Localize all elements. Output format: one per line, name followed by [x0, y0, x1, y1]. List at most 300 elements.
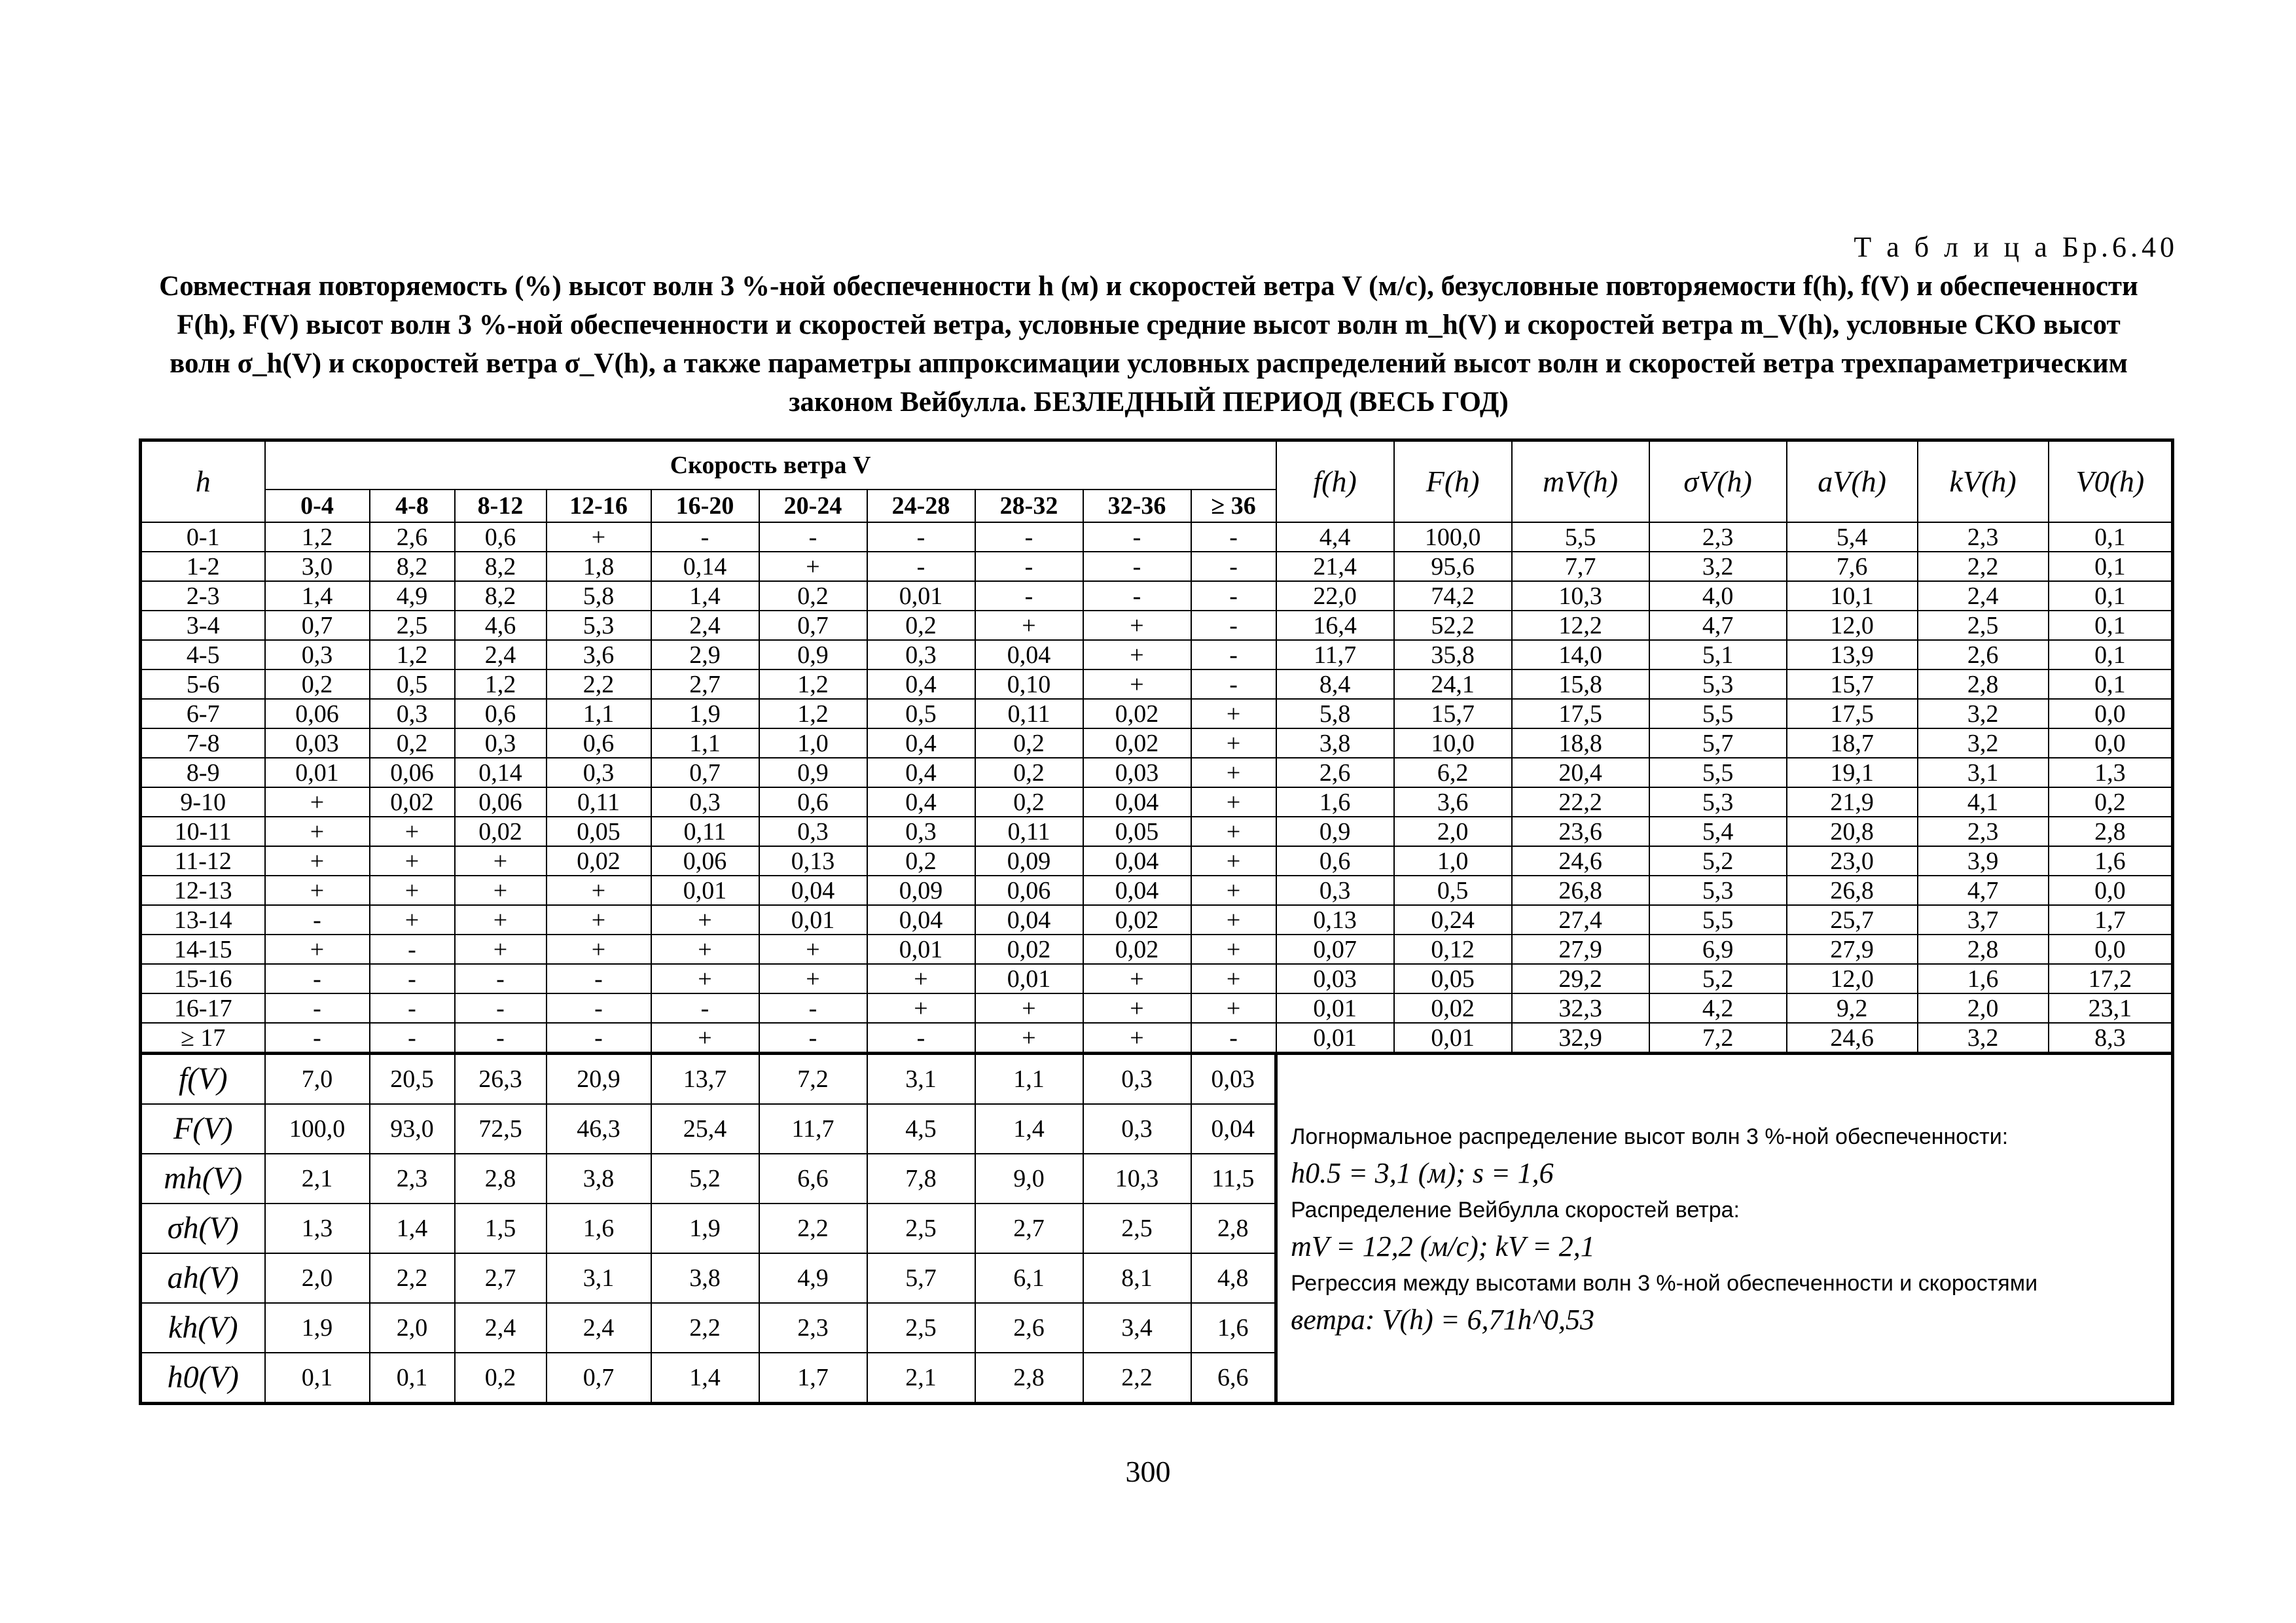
frequency-cell: 0,06: [975, 876, 1083, 905]
bottom-stat-cell: 3,8: [547, 1154, 651, 1204]
bottom-row-label: F(V): [141, 1104, 265, 1154]
frequency-cell: +: [1083, 1023, 1191, 1054]
stat-cell: 0,1: [2049, 611, 2173, 640]
frequency-cell: 0,03: [1083, 758, 1191, 787]
stat-cell: 4,7: [1918, 876, 2049, 905]
frequency-cell: 0,6: [455, 522, 547, 552]
frequency-cell: 0,04: [1083, 787, 1191, 817]
bottom-stat-cell: 4,9: [759, 1253, 867, 1303]
frequency-cell: +: [651, 964, 759, 993]
bottom-stat-cell: 7,8: [867, 1154, 975, 1204]
speed-bin-header: 0-4: [265, 490, 370, 522]
col-sVh: σV(h): [1649, 440, 1787, 523]
frequency-cell: +: [547, 935, 651, 964]
bottom-stat-cell: 100,0: [265, 1104, 370, 1154]
bottom-stat-cell: 2,2: [759, 1204, 867, 1253]
frequency-cell: +: [547, 905, 651, 935]
frequency-cell: +: [759, 935, 867, 964]
frequency-cell: -: [1083, 581, 1191, 611]
stat-cell: 0,1: [2049, 581, 2173, 611]
stat-cell: 4,7: [1649, 611, 1787, 640]
frequency-cell: 1,2: [265, 522, 370, 552]
stat-cell: 0,07: [1276, 935, 1394, 964]
bottom-stat-cell: 2,0: [265, 1253, 370, 1303]
frequency-cell: 0,06: [265, 699, 370, 728]
frequency-cell: -: [1083, 552, 1191, 581]
frequency-cell: +: [1083, 611, 1191, 640]
stat-cell: 2,8: [2049, 817, 2173, 846]
stat-cell: 2,2: [1918, 552, 2049, 581]
bottom-stat-cell: 0,3: [1083, 1054, 1191, 1105]
stat-cell: 1,6: [1918, 964, 2049, 993]
frequency-cell: 4,9: [370, 581, 455, 611]
stat-cell: 1,3: [2049, 758, 2173, 787]
frequency-cell: 0,2: [975, 787, 1083, 817]
frequency-cell: -: [265, 964, 370, 993]
table-row: [141, 552, 2173, 581]
stat-cell: 14,0: [1512, 640, 1649, 669]
stat-cell: 0,01: [1394, 1023, 1512, 1054]
frequency-cell: +: [651, 905, 759, 935]
stat-cell: 3,2: [1918, 728, 2049, 758]
bottom-stat-cell: 2,8: [455, 1154, 547, 1204]
stat-cell: 3,1: [1918, 758, 2049, 787]
bottom-stat-cell: 6,6: [759, 1154, 867, 1204]
stat-cell: 3,2: [1649, 552, 1787, 581]
frequency-cell: 1,4: [265, 581, 370, 611]
frequency-cell: +: [547, 522, 651, 552]
bottom-stat-cell: 2,7: [455, 1253, 547, 1303]
frequency-cell: 0,6: [455, 699, 547, 728]
stat-cell: 3,8: [1276, 728, 1394, 758]
frequency-cell: +: [1191, 728, 1276, 758]
stat-cell: 5,5: [1649, 699, 1787, 728]
stat-cell: 0,6: [1276, 846, 1394, 876]
stat-cell: 0,5: [1394, 876, 1512, 905]
frequency-cell: 0,3: [651, 787, 759, 817]
stat-cell: 21,9: [1787, 787, 1918, 817]
frequency-cell: +: [370, 905, 455, 935]
bottom-stat-cell: 3,4: [1083, 1303, 1191, 1353]
frequency-cell: -: [455, 1023, 547, 1054]
bottom-row-label: mh(V): [141, 1154, 265, 1204]
speed-header: Скорость ветра V: [265, 440, 1276, 490]
stat-cell: 26,8: [1512, 876, 1649, 905]
frequency-cell: -: [265, 1023, 370, 1054]
bottom-stat-cell: 3,1: [867, 1054, 975, 1105]
frequency-cell: 0,04: [975, 905, 1083, 935]
stat-cell: 22,2: [1512, 787, 1649, 817]
table-row: [141, 787, 2173, 817]
h-range-cell: 9-10: [141, 787, 265, 817]
bottom-stat-cell: 13,7: [651, 1054, 759, 1105]
lognormal-title: Логнормальное распределение высот волн 3 %-ной обеспеченности:: [1291, 1124, 2009, 1149]
h-range-cell: 2-3: [141, 581, 265, 611]
stat-cell: 2,5: [1918, 611, 2049, 640]
frequency-cell: 0,01: [759, 905, 867, 935]
bottom-stat-cell: 0,03: [1191, 1054, 1276, 1105]
table-row: [141, 935, 2173, 964]
bottom-stat-cell: 3,8: [651, 1253, 759, 1303]
frequency-cell: 0,01: [867, 935, 975, 964]
frequency-cell: +: [1083, 669, 1191, 699]
frequency-cell: 3,6: [547, 640, 651, 669]
frequency-cell: +: [370, 876, 455, 905]
h-range-cell: 0-1: [141, 522, 265, 552]
frequency-cell: +: [975, 611, 1083, 640]
data-table: [139, 438, 2174, 1405]
stat-cell: 0,01: [1276, 1023, 1394, 1054]
bottom-stat-cell: 2,1: [867, 1353, 975, 1404]
frequency-cell: 0,2: [265, 669, 370, 699]
stat-cell: 20,4: [1512, 758, 1649, 787]
stat-cell: 17,5: [1787, 699, 1918, 728]
stat-cell: 0,0: [2049, 935, 2173, 964]
frequency-cell: +: [1191, 787, 1276, 817]
frequency-cell: 0,2: [759, 581, 867, 611]
frequency-cell: 0,02: [1083, 935, 1191, 964]
frequency-cell: -: [1191, 611, 1276, 640]
speed-bin-header: 24-28: [867, 490, 975, 522]
frequency-cell: 8,2: [455, 552, 547, 581]
frequency-cell: 0,11: [975, 817, 1083, 846]
notes-cell: [1276, 1054, 2173, 1404]
weibull-params: mV = 12,2 (м/с); kV = 2,1: [1291, 1230, 1595, 1262]
col-V0h: V0(h): [2049, 440, 2173, 523]
table-caption: Совместная повторяемость (%) высот волн 3 %-ной обеспеченности h (м) и скоростей ветра V (м/с), безусловные повторяемости f(h), f(V) и обеспеченности F(h), F(V) высот волн 3 %-ной обеспеченности и скоростей ветра, условные средние высот волн m_h(V) и скоростей ветра m_V(h), условные СКО высот волн σ_h(V) и скоростей ветра σ_V(h), а также параметры аппроксимации условных распределений высот волн и скоростей ветра трехпараметрическим законом Вейбулла. БЕЗЛЕДНЫЙ ПЕРИОД (ВЕСЬ ГОД): [159, 271, 2138, 418]
frequency-cell: -: [455, 964, 547, 993]
frequency-cell: +: [1083, 964, 1191, 993]
table-row: [141, 669, 2173, 699]
frequency-cell: 0,7: [759, 611, 867, 640]
h-header: h: [141, 440, 265, 523]
stat-cell: 5,5: [1649, 758, 1787, 787]
bottom-stat-cell: 2,7: [975, 1204, 1083, 1253]
stat-cell: 5,4: [1787, 522, 1918, 552]
frequency-cell: 0,4: [867, 758, 975, 787]
stat-cell: 0,12: [1394, 935, 1512, 964]
frequency-cell: 0,3: [547, 758, 651, 787]
stat-cell: 3,7: [1918, 905, 2049, 935]
frequency-cell: 0,3: [867, 640, 975, 669]
stat-cell: 8,3: [2049, 1023, 2173, 1054]
frequency-cell: +: [759, 552, 867, 581]
frequency-cell: 0,04: [975, 640, 1083, 669]
stat-cell: 95,6: [1394, 552, 1512, 581]
bottom-row-label: σh(V): [141, 1204, 265, 1253]
table-row: [141, 964, 2173, 993]
bottom-stat-cell: 10,3: [1083, 1154, 1191, 1204]
frequency-cell: -: [975, 581, 1083, 611]
stat-cell: 2,3: [1918, 522, 2049, 552]
frequency-cell: -: [867, 522, 975, 552]
bottom-stat-cell: 2,4: [455, 1303, 547, 1353]
bottom-stat-cell: 25,4: [651, 1104, 759, 1154]
bottom-stat-cell: 20,9: [547, 1054, 651, 1105]
stat-cell: 15,7: [1787, 669, 1918, 699]
stat-cell: 2,3: [1918, 817, 2049, 846]
stat-cell: 5,4: [1649, 817, 1787, 846]
stat-cell: 7,2: [1649, 1023, 1787, 1054]
stat-cell: 5,2: [1649, 964, 1787, 993]
h-range-cell: 10-11: [141, 817, 265, 846]
stat-cell: 12,2: [1512, 611, 1649, 640]
frequency-cell: 0,6: [547, 728, 651, 758]
stat-cell: 27,4: [1512, 905, 1649, 935]
table-row: [141, 522, 2173, 552]
bottom-stat-cell: 9,0: [975, 1154, 1083, 1204]
stat-cell: 0,01: [1276, 993, 1394, 1023]
stat-cell: 0,1: [2049, 669, 2173, 699]
bottom-stat-cell: 2,6: [975, 1303, 1083, 1353]
frequency-cell: -: [547, 993, 651, 1023]
stat-cell: 0,1: [2049, 552, 2173, 581]
bottom-stat-cell: 2,3: [759, 1303, 867, 1353]
frequency-cell: +: [1083, 993, 1191, 1023]
speed-bin-header: 4-8: [370, 490, 455, 522]
stat-cell: 11,7: [1276, 640, 1394, 669]
page-number: 300: [1125, 1455, 1171, 1488]
frequency-cell: -: [547, 1023, 651, 1054]
col-kVh: kV(h): [1918, 440, 2049, 523]
frequency-cell: -: [370, 964, 455, 993]
frequency-cell: +: [265, 935, 370, 964]
frequency-cell: +: [1191, 876, 1276, 905]
table-row: [141, 1023, 2173, 1054]
stat-cell: 16,4: [1276, 611, 1394, 640]
bottom-stat-cell: 2,3: [370, 1154, 455, 1204]
frequency-cell: 2,2: [547, 669, 651, 699]
bottom-stat-cell: 11,7: [759, 1104, 867, 1154]
speed-bin-header: 28-32: [975, 490, 1083, 522]
frequency-cell: 2,4: [455, 640, 547, 669]
frequency-cell: -: [651, 522, 759, 552]
frequency-cell: +: [1191, 993, 1276, 1023]
frequency-cell: -: [759, 993, 867, 1023]
bottom-stat-cell: 6,1: [975, 1253, 1083, 1303]
stat-cell: 19,1: [1787, 758, 1918, 787]
bottom-stat-cell: 2,8: [1191, 1204, 1276, 1253]
frequency-cell: 1,1: [651, 728, 759, 758]
stat-cell: 74,2: [1394, 581, 1512, 611]
h-range-cell: 5-6: [141, 669, 265, 699]
stat-cell: 35,8: [1394, 640, 1512, 669]
frequency-cell: 1,9: [651, 699, 759, 728]
stat-cell: 1,6: [1276, 787, 1394, 817]
frequency-cell: -: [370, 1023, 455, 1054]
h-range-cell: 1-2: [141, 552, 265, 581]
lognormal-params: h0.5 = 3,1 (м); s = 1,6: [1291, 1157, 1554, 1189]
bottom-stat-cell: 2,2: [1083, 1353, 1191, 1404]
bottom-stat-cell: 0,1: [265, 1353, 370, 1404]
bottom-stat-cell: 0,1: [370, 1353, 455, 1404]
frequency-cell: -: [651, 993, 759, 1023]
stat-cell: 0,1: [2049, 640, 2173, 669]
frequency-cell: +: [651, 935, 759, 964]
stat-cell: 0,0: [2049, 876, 2173, 905]
table-row: [141, 611, 2173, 640]
stat-cell: 0,2: [2049, 787, 2173, 817]
frequency-cell: 2,9: [651, 640, 759, 669]
stat-cell: 4,4: [1276, 522, 1394, 552]
frequency-cell: -: [265, 993, 370, 1023]
frequency-cell: 2,5: [370, 611, 455, 640]
frequency-cell: 0,04: [1083, 876, 1191, 905]
frequency-cell: +: [975, 993, 1083, 1023]
frequency-cell: 1,0: [759, 728, 867, 758]
frequency-cell: 0,13: [759, 846, 867, 876]
frequency-cell: 1,2: [455, 669, 547, 699]
stat-cell: 24,1: [1394, 669, 1512, 699]
bottom-row-label: f(V): [141, 1054, 265, 1105]
frequency-cell: 0,7: [265, 611, 370, 640]
frequency-cell: 0,9: [759, 758, 867, 787]
frequency-cell: +: [370, 846, 455, 876]
table-row: [141, 876, 2173, 905]
frequency-cell: +: [455, 935, 547, 964]
stat-cell: 2,6: [1918, 640, 2049, 669]
bottom-stat-cell: 3,1: [547, 1253, 651, 1303]
bottom-stat-cell: 2,1: [265, 1154, 370, 1204]
frequency-cell: +: [265, 787, 370, 817]
frequency-cell: 0,2: [370, 728, 455, 758]
table-row: [141, 817, 2173, 846]
table-row: [141, 846, 2173, 876]
h-range-cell: 4-5: [141, 640, 265, 669]
frequency-cell: -: [1191, 640, 1276, 669]
frequency-cell: +: [1191, 905, 1276, 935]
bottom-stat-cell: 0,3: [1083, 1104, 1191, 1154]
weibull-title: Распределение Вейбулла скоростей ветра:: [1291, 1198, 1740, 1222]
h-range-cell: 15-16: [141, 964, 265, 993]
col-aVh: aV(h): [1787, 440, 1918, 523]
frequency-cell: +: [1083, 640, 1191, 669]
stat-cell: 5,5: [1649, 905, 1787, 935]
frequency-cell: 0,5: [370, 669, 455, 699]
frequency-cell: 0,01: [975, 964, 1083, 993]
frequency-cell: 0,09: [867, 876, 975, 905]
frequency-cell: +: [455, 876, 547, 905]
speed-bin-header: ≥ 36: [1191, 490, 1276, 522]
stat-cell: 32,3: [1512, 993, 1649, 1023]
frequency-cell: 0,05: [547, 817, 651, 846]
frequency-cell: 8,2: [370, 552, 455, 581]
frequency-cell: 1,4: [651, 581, 759, 611]
frequency-cell: -: [1191, 669, 1276, 699]
frequency-cell: 0,10: [975, 669, 1083, 699]
bottom-stat-cell: 26,3: [455, 1054, 547, 1105]
bottom-row-label: h0(V): [141, 1353, 265, 1404]
table-row: [141, 728, 2173, 758]
h-range-cell: 7-8: [141, 728, 265, 758]
col-Fh: F(h): [1394, 440, 1512, 523]
stat-cell: 3,2: [1918, 699, 2049, 728]
stat-cell: 15,7: [1394, 699, 1512, 728]
stat-cell: 15,8: [1512, 669, 1649, 699]
bottom-stat-cell: 93,0: [370, 1104, 455, 1154]
h-range-cell: ≥ 17: [141, 1023, 265, 1054]
frequency-cell: 0,14: [455, 758, 547, 787]
h-range-cell: 16-17: [141, 993, 265, 1023]
stat-cell: 4,0: [1649, 581, 1787, 611]
frequency-cell: 0,02: [547, 846, 651, 876]
stat-cell: 6,9: [1649, 935, 1787, 964]
stat-cell: 9,2: [1787, 993, 1918, 1023]
regression-title: Регрессия между высотами волн 3 %-ной обеспеченности и скоростями: [1291, 1271, 2038, 1296]
stat-cell: 5,3: [1649, 787, 1787, 817]
frequency-cell: 0,06: [370, 758, 455, 787]
stat-cell: 2,0: [1394, 817, 1512, 846]
h-range-cell: 11-12: [141, 846, 265, 876]
frequency-cell: 0,02: [370, 787, 455, 817]
frequency-cell: 2,4: [651, 611, 759, 640]
stat-cell: 32,9: [1512, 1023, 1649, 1054]
table-row: [141, 758, 2173, 787]
frequency-cell: +: [265, 846, 370, 876]
frequency-cell: -: [1191, 1023, 1276, 1054]
frequency-cell: 1,1: [547, 699, 651, 728]
speed-bin-header: 12-16: [547, 490, 651, 522]
frequency-cell: -: [455, 993, 547, 1023]
frequency-cell: 0,11: [547, 787, 651, 817]
bottom-stat-cell: 1,6: [1191, 1303, 1276, 1353]
frequency-cell: +: [455, 846, 547, 876]
bottom-stat-cell: 5,7: [867, 1253, 975, 1303]
bottom-stat-cell: 46,3: [547, 1104, 651, 1154]
stat-cell: 2,0: [1918, 993, 2049, 1023]
bottom-stat-cell: 2,2: [370, 1253, 455, 1303]
frequency-cell: 0,01: [867, 581, 975, 611]
frequency-cell: 3,0: [265, 552, 370, 581]
frequency-cell: 0,7: [651, 758, 759, 787]
bottom-stat-cell: 20,5: [370, 1054, 455, 1105]
frequency-cell: +: [370, 817, 455, 846]
frequency-cell: 0,09: [975, 846, 1083, 876]
bottom-stat-cell: 1,4: [370, 1204, 455, 1253]
frequency-cell: -: [265, 905, 370, 935]
bottom-stat-cell: 6,6: [1191, 1353, 1276, 1404]
frequency-cell: 8,2: [455, 581, 547, 611]
frequency-cell: +: [651, 1023, 759, 1054]
bottom-stat-cell: 4,8: [1191, 1253, 1276, 1303]
bottom-stat-cell: 0,2: [455, 1353, 547, 1404]
stat-cell: 6,2: [1394, 758, 1512, 787]
stat-cell: 22,0: [1276, 581, 1394, 611]
bottom-stat-cell: 72,5: [455, 1104, 547, 1154]
table-row: [141, 905, 2173, 935]
frequency-cell: 0,2: [867, 846, 975, 876]
table-label: Т а б л и ц а Бр.6.40: [1854, 231, 2178, 263]
stat-cell: 0,05: [1394, 964, 1512, 993]
frequency-cell: 0,5: [867, 699, 975, 728]
stat-cell: 18,8: [1512, 728, 1649, 758]
frequency-cell: -: [1191, 522, 1276, 552]
frequency-cell: -: [759, 522, 867, 552]
frequency-cell: 0,01: [265, 758, 370, 787]
stat-cell: 0,0: [2049, 728, 2173, 758]
frequency-cell: -: [867, 1023, 975, 1054]
stat-cell: 100,0: [1394, 522, 1512, 552]
stat-cell: 0,03: [1276, 964, 1394, 993]
bottom-stat-cell: 1,9: [265, 1303, 370, 1353]
stat-cell: 2,8: [1918, 935, 2049, 964]
col-fh: f(h): [1276, 440, 1394, 523]
bottom-stat-cell: 7,0: [265, 1054, 370, 1105]
frequency-cell: 0,3: [265, 640, 370, 669]
frequency-cell: +: [867, 993, 975, 1023]
frequency-cell: 5,8: [547, 581, 651, 611]
stat-cell: 3,9: [1918, 846, 2049, 876]
